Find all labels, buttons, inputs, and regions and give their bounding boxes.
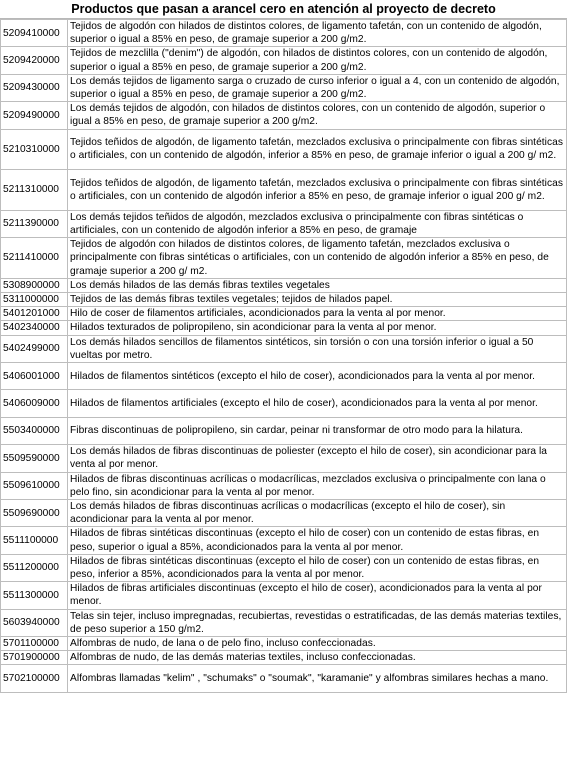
table-row [1,445,567,472]
table-row [1,74,567,101]
tariff-code-cell[interactable]: 5311000000 [1,293,68,307]
table-row [1,500,567,527]
table-row [1,102,567,129]
description-cell[interactable]: Hilados de filamentos artificiales (excepto el hilo de coser), acondicionados para la venta al por menor. [68,390,567,417]
table-row [1,129,567,170]
table-row [1,527,567,554]
products-table [0,19,567,693]
description-cell[interactable]: Tejidos de algodón con hilados de distintos colores, de ligamento tafetán, mezclados exclusiva o principalmente con fibras sintéticas o artificiales, con un contenido de algodón inferior a 85% en peso, de gramaje superior a 200 g/ m2. [68,238,567,279]
tariff-code-cell[interactable]: 5511100000 [1,527,68,554]
description-cell[interactable]: Hilados de fibras discontinuas acrílicas o modacrílicas, mezclados exclusiva o principalmente con lana o pelo fino, sin acondicionar para la venta al por menor. [68,472,567,499]
table-row [1,238,567,279]
table-row [1,307,567,321]
table-row [1,170,567,211]
table-row [1,210,567,237]
tariff-code-cell[interactable]: 5406009000 [1,390,68,417]
table-row [1,554,567,581]
tariff-code-cell[interactable]: 5511200000 [1,554,68,581]
tariff-code-cell[interactable]: 5210310000 [1,129,68,170]
products-table-body [1,20,567,693]
description-cell[interactable]: Hilados texturados de polipropileno, sin acondicionar para la venta al por menor. [68,321,567,335]
tariff-code-cell[interactable]: 5211410000 [1,238,68,279]
table-row [1,665,567,692]
description-cell[interactable]: Hilados de fibras artificiales discontinuas (excepto el hilo de coser), acondicionados para la venta al por menor. [68,582,567,609]
description-cell[interactable]: Alfombras de nudo, de lana o de pelo fino, incluso confeccionadas. [68,637,567,651]
description-cell[interactable]: Los demás hilados de fibras discontinuas acrílicas o modacrílicas (excepto el hilo de coser), sin acondicionar para la venta al por menor. [68,500,567,527]
description-cell[interactable]: Los demás tejidos de ligamento sarga o cruzado de curso inferior o igual a 4, con un contenido de algodón, superior o igual a 85% en peso, de gramaje superior a 200 g/m2. [68,74,567,101]
description-cell[interactable]: Telas sin tejer, incluso impregnadas, recubiertas, revestidas o estratificadas, de las demás materias textiles, de peso superior a 150 g/m2. [68,609,567,636]
sheet-title: Productos que pasan a arancel cero en atención al proyecto de decreto [0,0,567,19]
tariff-code-cell[interactable]: 5511300000 [1,582,68,609]
tariff-code-cell[interactable]: 5209420000 [1,47,68,74]
tariff-code-cell[interactable]: 5308900000 [1,278,68,292]
description-cell[interactable]: Fibras discontinuas de polipropileno, sin cardar, peinar ni transformar de otro modo para la hilatura. [68,417,567,444]
tariff-code-cell[interactable]: 5402499000 [1,335,68,362]
table-row [1,335,567,362]
description-cell[interactable]: Tejidos de algodón con hilados de distintos colores, de ligamento tafetán, con un contenido de algodón, superior o igual a 85% en peso, de gramaje superior a 200 g/m2. [68,20,567,47]
table-row [1,363,567,390]
table-row [1,321,567,335]
tariff-code-cell[interactable]: 5402340000 [1,321,68,335]
table-row [1,609,567,636]
tariff-code-cell[interactable]: 5603940000 [1,609,68,636]
tariff-code-cell[interactable]: 5401201000 [1,307,68,321]
tariff-code-cell[interactable]: 5701900000 [1,651,68,665]
table-row [1,417,567,444]
tariff-code-cell[interactable]: 5509590000 [1,445,68,472]
description-cell[interactable]: Los demás tejidos teñidos de algodón, mezclados exclusiva o principalmente con fibras sintéticas o artificiales, con un contenido de algodón inferior a 85% en peso, de gramaje [68,210,567,237]
table-row [1,293,567,307]
tariff-code-cell[interactable]: 5211390000 [1,210,68,237]
description-cell[interactable]: Hilados de fibras sintéticas discontinuas (excepto el hilo de coser) con un contenido de estas fibras, en peso, inferior a 85%, acondicionados para la venta al por menor. [68,554,567,581]
description-cell[interactable]: Hilo de coser de filamentos artificiales, acondicionados para la venta al por menor. [68,307,567,321]
tariff-code-cell[interactable]: 5701100000 [1,637,68,651]
tariff-code-cell[interactable]: 5211310000 [1,170,68,211]
tariff-code-cell[interactable]: 5509690000 [1,500,68,527]
tariff-code-cell[interactable]: 5509610000 [1,472,68,499]
table-row [1,651,567,665]
description-cell[interactable]: Alfombras de nudo, de las demás materias textiles, incluso confeccionadas. [68,651,567,665]
table-row [1,278,567,292]
table-row [1,637,567,651]
description-cell[interactable]: Alfombras llamadas "kelim" , "schumaks" o "soumak", "karamanie" y alfombras similares hechas a mano. [68,665,567,692]
description-cell[interactable]: Tejidos teñidos de algodón, de ligamento tafetán, mezclados exclusiva o principalmente con fibras sintéticas o artificiales, con un contenido de algodón, inferior a 85% en peso, de gramaje inferior o igual a 200 g/ m2. [68,129,567,170]
description-cell[interactable]: Los demás hilados de las demás fibras textiles vegetales [68,278,567,292]
tariff-code-cell[interactable]: 5503400000 [1,417,68,444]
tariff-code-cell[interactable]: 5209490000 [1,102,68,129]
description-cell[interactable]: Los demás hilados de fibras discontinuas de poliester (excepto el hilo de coser), sin acondicionar para la venta al por menor. [68,445,567,472]
tariff-code-cell[interactable]: 5406001000 [1,363,68,390]
table-row [1,472,567,499]
tariff-code-cell[interactable]: 5209430000 [1,74,68,101]
description-cell[interactable]: Tejidos teñidos de algodón, de ligamento tafetán, mezclados exclusiva o principalmente con fibras sintéticas o artificiales, con un contenido de algodón inferior a 85% en peso, de gramaje inferior o igual 200 g/ m2. [68,170,567,211]
description-cell[interactable]: Los demás hilados sencillos de filamentos sintéticos, sin torsión o con una torsión inferior o igual a 50 vueltas por metro. [68,335,567,362]
description-cell[interactable]: Hilados de filamentos sintéticos (excepto el hilo de coser), acondicionados para la venta al por menor. [68,363,567,390]
description-cell[interactable]: Tejidos de las demás fibras textiles vegetales; tejidos de hilados papel. [68,293,567,307]
tariff-code-cell[interactable]: 5209410000 [1,20,68,47]
table-row [1,47,567,74]
table-row [1,20,567,47]
table-row [1,390,567,417]
description-cell[interactable]: Los demás tejidos de algodón, con hilados de distintos colores, con un contenido de algodón, superior o igual a 85% en peso, de gramaje superior a 200 g/m2. [68,102,567,129]
description-cell[interactable]: Hilados de fibras sintéticas discontinuas (excepto el hilo de coser) con un contenido de estas fibras, en peso, superior o igual a 85%, acondicionados para la venta al por menor. [68,527,567,554]
table-row [1,582,567,609]
description-cell[interactable]: Tejidos de mezclilla ("denim") de algodón, con hilados de distintos colores, con un contenido de algodón, superior o igual a 85% en peso, de gramaje superior a 200 g/m2. [68,47,567,74]
tariff-code-cell[interactable]: 5702100000 [1,665,68,692]
